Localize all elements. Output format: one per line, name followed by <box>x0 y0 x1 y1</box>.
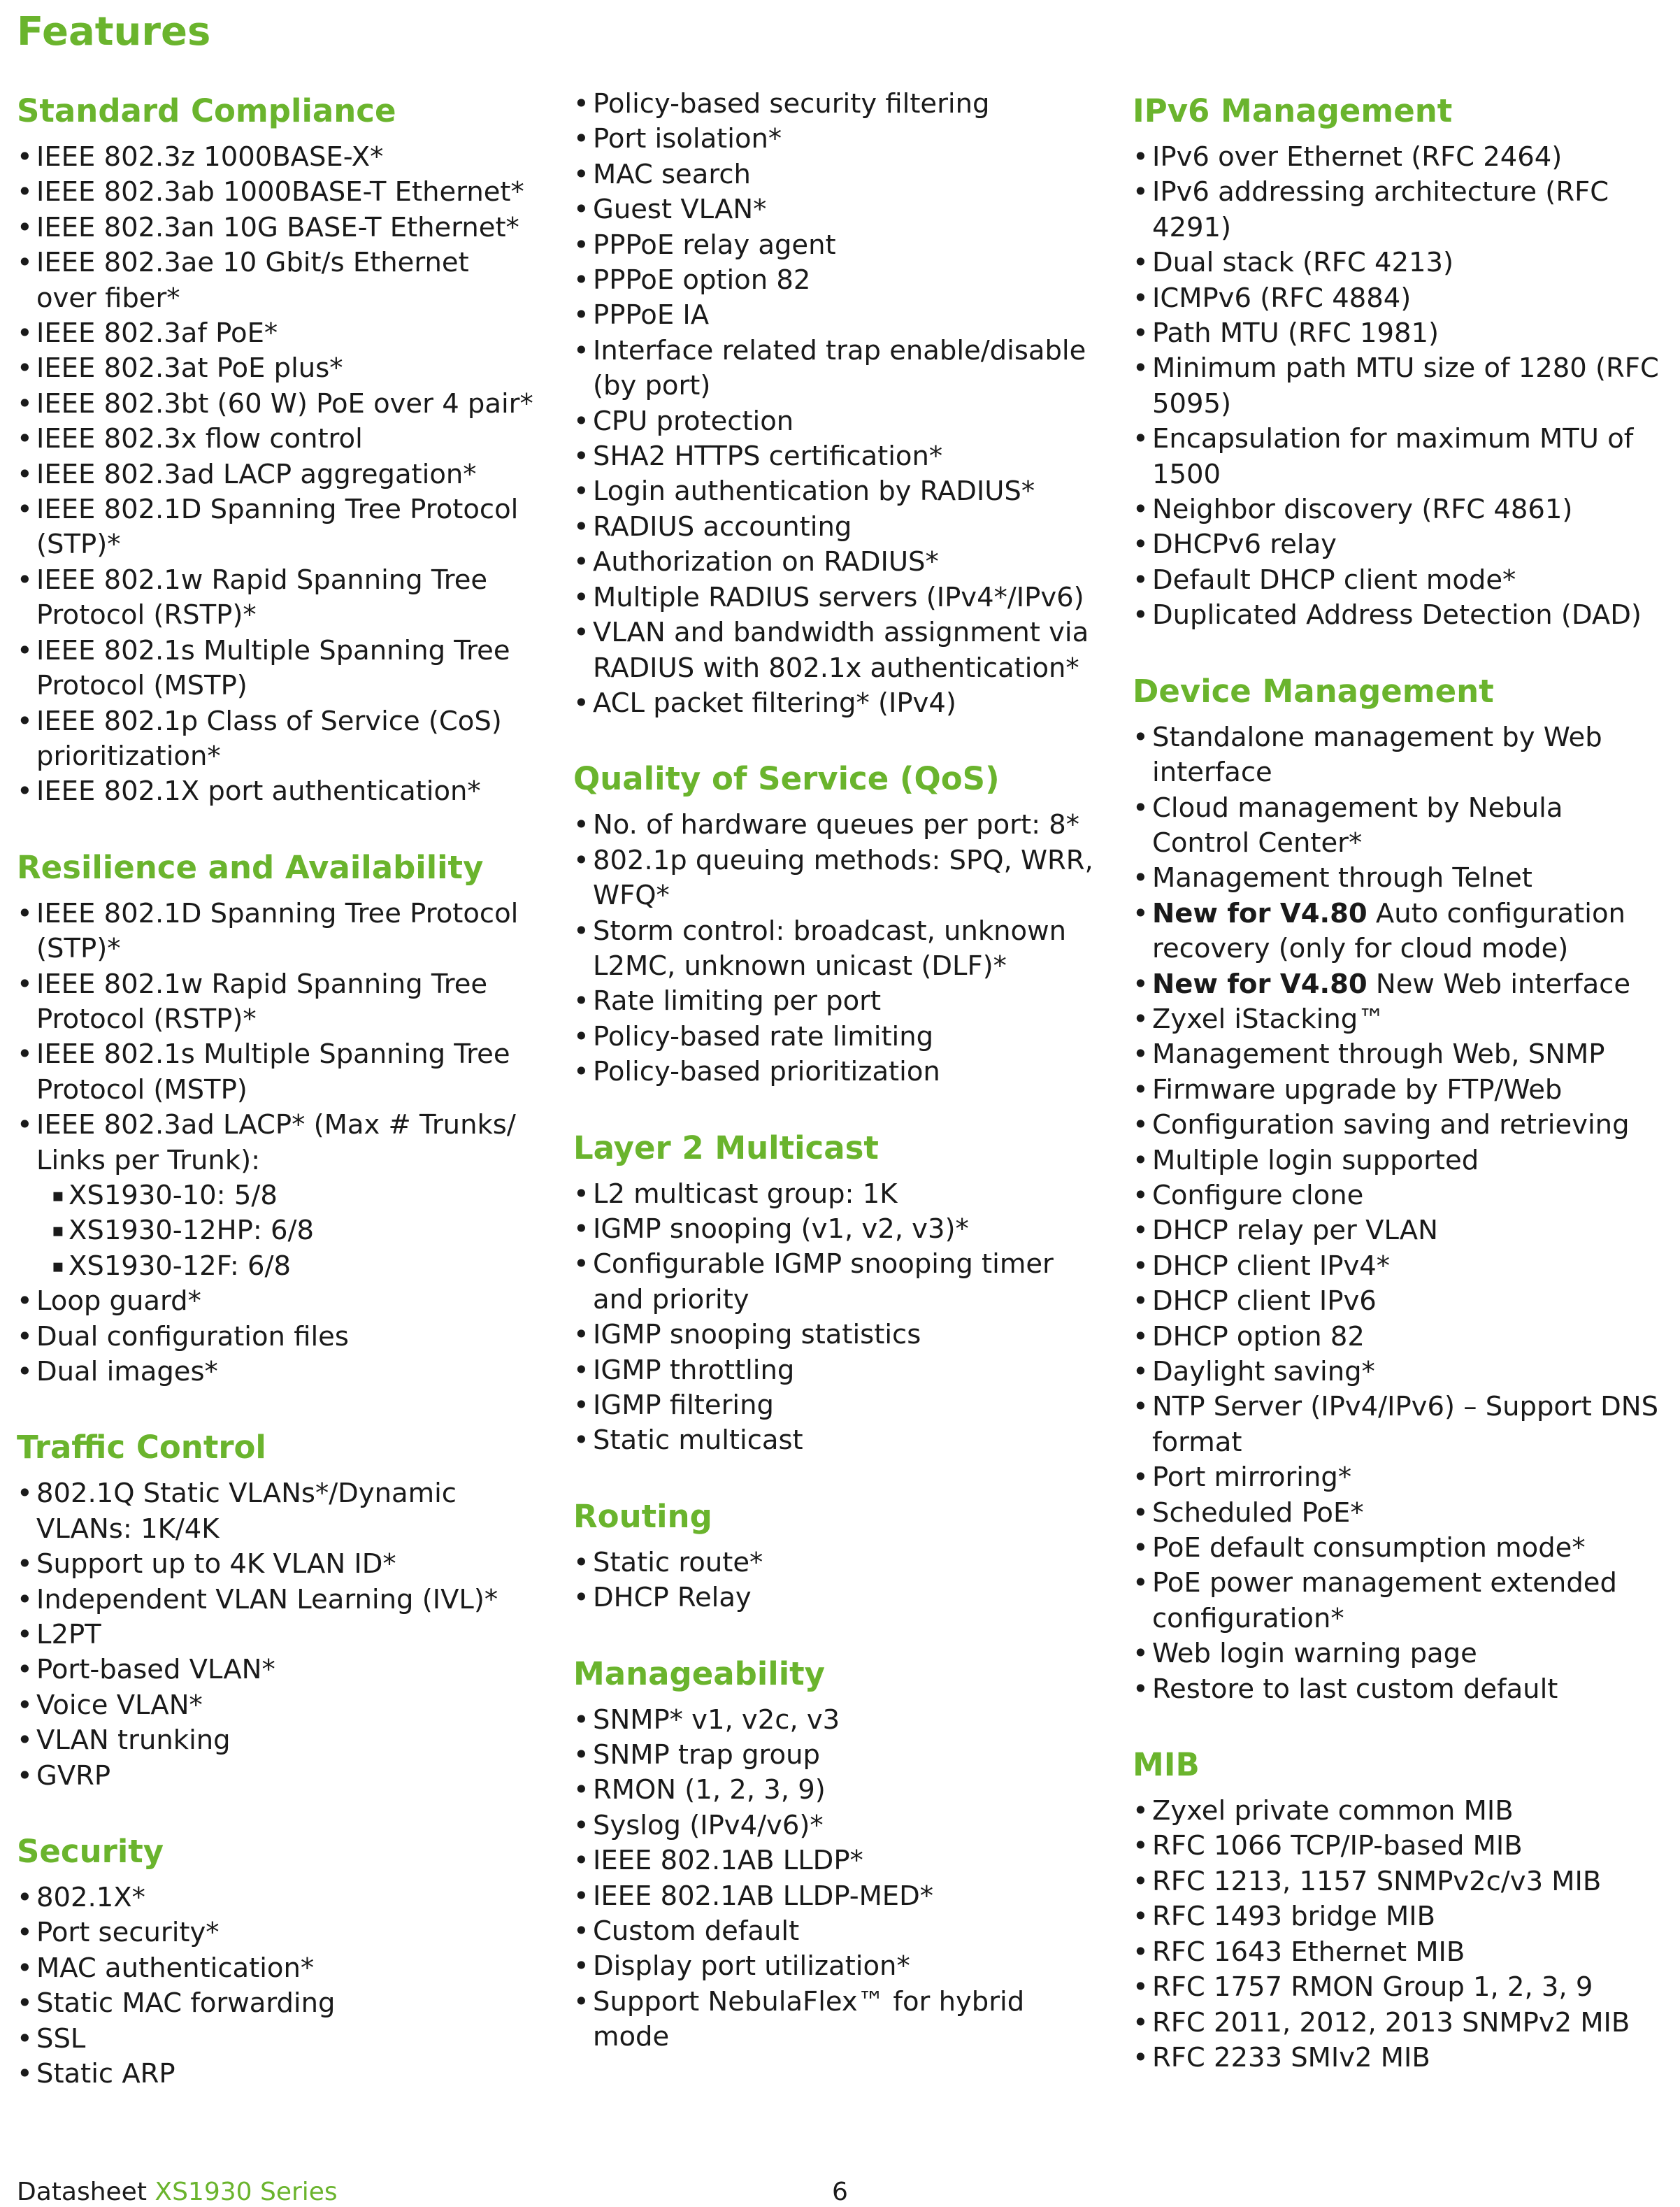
list-item-text: IEEE 802.3ad LACP aggregation* <box>36 458 477 490</box>
list-item-text: Web login warning page <box>1152 1638 1477 1670</box>
list-item <box>1133 2006 1664 2041</box>
list-item-text: Path MTU (RFC 1981) <box>1152 317 1440 350</box>
section-heading: Security <box>17 1833 164 1871</box>
list-item-text: IEEE 802.1p Class of Service (CoS) prioritization* <box>36 705 502 772</box>
list-item-text: Policy-based rate limiting <box>593 1020 934 1052</box>
list-item <box>1133 720 1664 791</box>
list-item <box>573 1247 1105 1317</box>
list-item <box>573 1985 1105 2055</box>
list-item <box>17 1108 534 1284</box>
feature-list <box>1133 1794 1664 2076</box>
list-item <box>17 1723 534 1758</box>
column-1 <box>17 87 534 2126</box>
list-item-text: CPU protection <box>593 405 794 437</box>
list-item <box>17 1476 534 1547</box>
list-item <box>1133 1899 1664 1934</box>
list-item-text: IEEE 802.3ae 10 Gbit/s Ethernet over fiber* <box>36 247 469 314</box>
list-item-text: VLAN and bandwidth assignment via RADIUS with 802.1x authentication* <box>593 617 1089 684</box>
sub-list-item: ▪ XS1930-10: 5/8 <box>36 1178 534 1213</box>
feature-list <box>573 1703 1105 2055</box>
list-item-text: Guest VLAN* <box>593 194 767 226</box>
list-item-text: Support up to 4K VLAN ID* <box>36 1548 396 1580</box>
list-item <box>1133 351 1664 422</box>
list-item-text: IEEE 802.1D Spanning Tree Protocol (STP)* <box>36 494 519 561</box>
list-item-text: Static multicast <box>593 1424 803 1457</box>
list-item <box>573 580 1105 615</box>
list-item <box>1133 245 1664 280</box>
section-heading: Manageability <box>573 1655 825 1692</box>
section-heading: Device Management <box>1133 672 1494 710</box>
list-item <box>573 1423 1105 1458</box>
list-item <box>1133 897 1664 967</box>
list-item <box>573 545 1105 580</box>
section-resilience-and-availability <box>17 843 534 1390</box>
list-item <box>1133 175 1664 245</box>
list-item-text: Independent VLAN Learning (IVL)* <box>36 1583 498 1615</box>
list-item-text: Configuration saving and retrieving <box>1152 1109 1630 1141</box>
section-heading: Standard Compliance <box>17 92 396 129</box>
list-item-text: Policy-based security filtering <box>593 88 990 120</box>
list-item <box>1133 1970 1664 2005</box>
list-item <box>17 1951 534 1986</box>
list-item <box>1133 1073 1664 1108</box>
list-item-text: 802.1p queuing methods: SPQ, WRR, WFQ* <box>593 844 1093 912</box>
list-item-text: ACL packet filtering* (IPv4) <box>593 687 956 719</box>
list-item <box>573 87 1105 122</box>
section-routing <box>573 1492 1105 1616</box>
list-item <box>573 1738 1105 1773</box>
feature-list <box>1133 140 1664 634</box>
list-item-text: IGMP snooping (v1, v2, v3)* <box>593 1213 969 1245</box>
list-item <box>17 492 534 563</box>
list-item-text: IEEE 802.1s Multiple Spanning Tree Protocol (MSTP) <box>36 1038 510 1106</box>
list-item <box>573 1020 1105 1055</box>
list-item-text: Authorization on RADIUS* <box>593 546 939 578</box>
list-item-text: DHCP client IPv6 <box>1152 1285 1377 1317</box>
list-item-text: IPv6 over Ethernet (RFC 2464) <box>1152 141 1563 173</box>
list-item-text: GVRP <box>36 1759 111 1792</box>
section-heading: Routing <box>573 1497 712 1535</box>
list-item <box>573 1843 1105 1878</box>
list-item-text: Standalone management by Web interface <box>1152 721 1602 789</box>
list-item <box>17 1986 534 2021</box>
list-item-text: IEEE 802.1w Rapid Spanning Tree Protocol (RSTP)* <box>36 968 488 1035</box>
list-item-text: NTP Server (IPv4/IPv6) – Support DNS format <box>1152 1391 1659 1458</box>
list-item <box>573 843 1105 914</box>
section-heading: Resilience and Availability <box>17 848 484 886</box>
list-item <box>1133 598 1664 633</box>
list-item-text: Rate limiting per port <box>593 985 882 1017</box>
list-item-text: RFC 1643 Ethernet MIB <box>1152 1936 1465 1968</box>
list-item <box>1133 1794 1664 1829</box>
list-item <box>17 351 534 386</box>
list-item <box>17 563 534 634</box>
list-item <box>573 984 1105 1019</box>
list-item <box>17 1284 534 1319</box>
list-item <box>1133 1672 1664 1707</box>
list-item-text: IEEE 802.3bt (60 W) PoE over 4 pair* <box>36 387 533 420</box>
list-item-text: DHCP client IPv4* <box>1152 1250 1391 1282</box>
list-item <box>573 404 1105 439</box>
list-item <box>573 1773 1105 1808</box>
list-item <box>1133 563 1664 598</box>
list-item <box>17 175 534 210</box>
list-item-text: L2 multicast group: 1K <box>593 1178 898 1210</box>
list-item <box>573 1353 1105 1388</box>
list-item <box>573 122 1105 157</box>
section-ipv6-management <box>1133 87 1664 634</box>
list-item <box>17 1915 534 1950</box>
list-item <box>1133 492 1664 527</box>
list-item <box>573 228 1105 263</box>
list-item-text: Syslog (IPv4/v6)* <box>593 1809 824 1841</box>
feature-list <box>573 808 1105 1090</box>
list-item-text: Zyxel iStacking™ <box>1152 1003 1385 1035</box>
list-item <box>573 157 1105 192</box>
list-item <box>573 615 1105 686</box>
section-layer-2-multicast <box>573 1124 1105 1459</box>
list-item-text: Configure clone <box>1152 1179 1364 1211</box>
list-item-text: SNMP* v1, v2c, v3 <box>593 1704 840 1736</box>
list-item-text: IEEE 802.3af PoE* <box>36 317 278 350</box>
list-item <box>1133 1935 1664 1970</box>
list-item-text: Loop guard* <box>36 1285 201 1317</box>
list-item <box>17 897 534 967</box>
list-item <box>17 1688 534 1723</box>
list-item-text: DHCP option 82 <box>1152 1320 1365 1352</box>
list-item-text: Daylight saving* <box>1152 1356 1375 1387</box>
list-item-text: IPv6 addressing architecture (RFC 4291) <box>1152 176 1609 243</box>
list-item-text: RFC 1493 bridge MIB <box>1152 1901 1435 1933</box>
column-3 <box>1133 87 1664 2109</box>
list-item-text: Port security* <box>36 1917 220 1949</box>
list-item <box>1133 1249 1664 1284</box>
list-item-text: Auto configuration recovery (only for cloud mode) <box>1152 897 1625 965</box>
list-item <box>573 334 1105 404</box>
list-item-text: Multiple login supported <box>1152 1144 1479 1176</box>
list-item-text: Voice VLAN* <box>36 1689 203 1721</box>
list-item <box>573 192 1105 227</box>
list-item-text: Default DHCP client mode* <box>1152 564 1516 596</box>
section-heading: Layer 2 Multicast <box>573 1129 879 1166</box>
list-item <box>17 1547 534 1582</box>
list-item <box>573 1055 1105 1090</box>
list-item-text: PoE power management extended configuration* <box>1152 1567 1617 1634</box>
list-item-text: Multiple RADIUS servers (IPv4*/IPv6) <box>593 581 1084 613</box>
list-item <box>573 1388 1105 1423</box>
list-item <box>1133 1636 1664 1671</box>
list-item <box>17 774 534 809</box>
section-mib <box>1133 1741 1664 2076</box>
list-item-text: IGMP snooping statistics <box>593 1319 921 1351</box>
list-item-text: Encapsulation for maximum MTU of 1500 <box>1152 423 1634 490</box>
list-item <box>17 210 534 245</box>
section-heading: IPv6 Management <box>1133 92 1453 129</box>
list-item <box>1133 1460 1664 1495</box>
list-item <box>1133 1213 1664 1248</box>
feature-list <box>573 1545 1105 1616</box>
page-number: 6 <box>832 2178 848 2206</box>
list-item-text: RFC 2233 SMIv2 MIB <box>1152 2041 1430 2073</box>
list-item <box>17 1880 534 1915</box>
list-item-text: IEEE 802.1D Spanning Tree Protocol (STP)* <box>36 897 519 965</box>
list-item-text: IEEE 802.1AB LLDP* <box>593 1845 863 1877</box>
list-item <box>17 1759 534 1794</box>
list-item-text: Custom default <box>593 1915 800 1948</box>
new-version-tag: New for V4.80 <box>1152 897 1367 929</box>
list-item <box>1133 1037 1664 1072</box>
list-item <box>1133 1566 1664 1636</box>
list-item-text: Support NebulaFlex™ for hybrid mode <box>593 1985 1025 2053</box>
list-item <box>573 1317 1105 1352</box>
list-item <box>17 967 534 1038</box>
list-item-text: IEEE 802.3ab 1000BASE-T Ethernet* <box>36 176 524 208</box>
list-item-text: Port-based VLAN* <box>36 1654 275 1686</box>
list-item <box>1133 967 1664 1002</box>
list-item <box>17 1583 534 1617</box>
section-manageability <box>573 1650 1105 2055</box>
list-item-text: L2PT <box>36 1619 101 1651</box>
list-item <box>17 1037 534 1108</box>
list-item-text: Static MAC forwarding <box>36 1987 336 2020</box>
section-traffic-control <box>17 1423 534 1794</box>
list-item-text: Static route* <box>593 1546 763 1578</box>
list-item-text: RFC 1213, 1157 SNMPv2c/v3 MIB <box>1152 1865 1602 1897</box>
list-item <box>17 245 534 316</box>
list-item <box>573 1580 1105 1615</box>
list-item <box>17 704 534 775</box>
section-security <box>17 1827 534 2092</box>
list-item-text: IEEE 802.1w Rapid Spanning Tree Protocol (RSTP)* <box>36 564 488 631</box>
feature-list <box>573 87 1105 721</box>
list-item <box>1133 1355 1664 1390</box>
list-item-text: RFC 2011, 2012, 2013 SNMPv2 MIB <box>1152 2006 1630 2038</box>
list-item-text: Port mirroring* <box>1152 1462 1352 1494</box>
list-item <box>1133 1002 1664 1037</box>
list-item <box>1133 2041 1664 2076</box>
list-item <box>17 634 534 704</box>
list-item-text: Firmware upgrade by FTP/Web <box>1152 1073 1563 1106</box>
feature-list <box>17 897 534 1390</box>
list-item <box>573 439 1105 474</box>
list-item-text: Static ARP <box>36 2058 175 2090</box>
feature-list <box>17 1476 534 1794</box>
list-item-text: Management through Telnet <box>1152 862 1532 894</box>
feature-list <box>1133 720 1664 1707</box>
list-item-text: IEEE 802.1X port authentication* <box>36 776 481 808</box>
list-item <box>1133 281 1664 316</box>
list-item-text: ICMPv6 (RFC 4884) <box>1152 282 1412 314</box>
feature-list <box>17 1880 534 2092</box>
section-device-management <box>1133 667 1664 1707</box>
new-version-tag: New for V4.80 <box>1152 968 1367 1000</box>
column-2 <box>573 87 1105 2089</box>
list-item-text: Neighbor discovery (RFC 4861) <box>1152 494 1573 526</box>
footer-label: Datasheet <box>17 2178 147 2206</box>
feature-list <box>17 140 534 810</box>
list-item-text: Duplicated Address Detection (DAD) <box>1152 599 1642 631</box>
list-item-text: Interface related trap enable/disable (by port) <box>593 334 1086 402</box>
list-item-text: Scheduled PoE* <box>1152 1497 1364 1529</box>
list-item <box>17 140 534 175</box>
list-item <box>1133 1178 1664 1213</box>
list-item <box>1133 422 1664 492</box>
list-item-text: IEEE 802.3ad LACP* (Max # Trunks/ Links per Trunk): <box>36 1109 516 1176</box>
list-item-text: PPPoE relay agent <box>593 229 836 261</box>
list-item-text: 802.1X* <box>36 1882 145 1914</box>
list-item-text: SNMP trap group <box>593 1739 820 1771</box>
list-item-text: Dual configuration files <box>36 1320 349 1352</box>
list-item <box>573 808 1105 843</box>
list-item-text: IGMP throttling <box>593 1354 795 1386</box>
list-item <box>573 1808 1105 1843</box>
list-item-text: IEEE 802.3at PoE plus* <box>36 352 343 385</box>
list-item <box>17 1320 534 1355</box>
section-standard-compliance <box>17 87 534 810</box>
list-item <box>1133 1829 1664 1864</box>
sub-list <box>36 1178 534 1284</box>
list-item-text: No. of hardware queues per port: 8* <box>593 809 1080 841</box>
list-item <box>1133 1320 1664 1355</box>
list-item-text: RFC 1066 TCP/IP-based MIB <box>1152 1830 1523 1862</box>
list-item <box>1133 1284 1664 1319</box>
list-item <box>1133 1864 1664 1899</box>
list-item-text: RFC 1757 RMON Group 1, 2, 3, 9 <box>1152 1971 1593 2004</box>
list-item-text: Dual stack (RFC 4213) <box>1152 247 1454 279</box>
list-item <box>1133 861 1664 896</box>
list-item-text: Configurable IGMP snooping timer and priority <box>593 1248 1054 1315</box>
list-item-text: MAC search <box>593 158 751 190</box>
list-item-text: Policy-based prioritization <box>593 1056 940 1088</box>
list-item <box>17 1652 534 1687</box>
list-item <box>1133 1496 1664 1531</box>
list-item-text: Minimum path MTU size of 1280 (RFC 5095) <box>1152 352 1659 420</box>
list-item-text: New Web interface <box>1367 968 1631 1000</box>
section-heading: Quality of Service (QoS) <box>573 760 1000 798</box>
list-item <box>17 1617 534 1652</box>
list-item <box>17 2057 534 2092</box>
list-item-text: RADIUS accounting <box>593 510 852 543</box>
list-item-text: VLAN trunking <box>36 1724 231 1757</box>
list-item-text: Display port utilization* <box>593 1950 910 1983</box>
list-item-text: IEEE 802.3an 10G BASE-T Ethernet* <box>36 211 519 243</box>
list-item-text: IGMP filtering <box>593 1390 774 1421</box>
list-item-text: SSL <box>36 2022 86 2055</box>
list-item <box>573 510 1105 545</box>
list-item-text: IEEE 802.3x flow control <box>36 423 363 455</box>
list-item <box>573 298 1105 333</box>
section-heading: Traffic Control <box>17 1429 266 1466</box>
list-item-text: MAC authentication* <box>36 1952 315 1984</box>
section-quality-of-service-qos <box>573 755 1105 1090</box>
list-item <box>573 1914 1105 1949</box>
section-security-continued <box>573 87 1105 721</box>
feature-list <box>573 1177 1105 1459</box>
list-item-text: Storm control: broadcast, unknown L2MC, unknown unicast (DLF)* <box>593 915 1066 982</box>
list-item <box>17 316 534 351</box>
footer <box>17 2178 338 2207</box>
list-item <box>17 457 534 492</box>
list-item-text: Port isolation* <box>593 123 782 155</box>
list-item <box>17 422 534 457</box>
list-item-text: PPPoE IA <box>593 299 710 331</box>
list-item-text: SHA2 HTTPS certification* <box>593 441 943 473</box>
list-item-text: RMON (1, 2, 3, 9) <box>593 1774 826 1806</box>
list-item <box>573 474 1105 509</box>
list-item <box>573 686 1105 721</box>
list-item-text: DHCP Relay <box>593 1582 752 1614</box>
list-item-text: Dual images* <box>36 1356 218 1387</box>
list-item <box>573 1703 1105 1738</box>
list-item-text: IEEE 802.3z 1000BASE-X* <box>36 141 384 173</box>
list-item-text: Zyxel private common MIB <box>1152 1795 1514 1827</box>
list-item-text: Management through Web, SNMP <box>1152 1038 1605 1071</box>
list-item <box>1133 1531 1664 1566</box>
list-item <box>573 1879 1105 1914</box>
list-item <box>1133 1143 1664 1178</box>
list-item <box>1133 316 1664 351</box>
sub-list-item: ▪ XS1930-12HP: 6/8 <box>36 1213 534 1248</box>
section-heading: MIB <box>1133 1746 1200 1784</box>
list-item-text: IEEE 802.1s Multiple Spanning Tree Protocol (MSTP) <box>36 634 510 702</box>
list-item-text: PPPoE option 82 <box>593 264 811 297</box>
list-item <box>573 1949 1105 1984</box>
list-item-text: DHCPv6 relay <box>1152 529 1337 561</box>
list-item <box>1133 140 1664 175</box>
list-item <box>573 1212 1105 1247</box>
list-item-text: Login authentication by RADIUS* <box>593 476 1035 508</box>
list-item <box>1133 791 1664 862</box>
list-item <box>573 1545 1105 1580</box>
list-item-text: 802.1Q Static VLANs*/Dynamic VLANs: 1K/4K <box>36 1478 457 1545</box>
list-item <box>17 1355 534 1390</box>
list-item-text: Restore to last custom default <box>1152 1673 1558 1705</box>
list-item <box>1133 527 1664 562</box>
footer-series: XS1930 Series <box>155 2178 338 2206</box>
list-item <box>1133 1390 1664 1460</box>
list-item <box>573 1177 1105 1212</box>
list-item-text: IEEE 802.1AB LLDP-MED* <box>593 1880 934 1912</box>
sub-list-item: ▪ XS1930-12F: 6/8 <box>36 1249 534 1284</box>
list-item <box>573 263 1105 298</box>
list-item-text: DHCP relay per VLAN <box>1152 1215 1438 1247</box>
list-item-text: PoE default consumption mode* <box>1152 1532 1586 1564</box>
list-item <box>17 2022 534 2057</box>
list-item <box>573 914 1105 985</box>
list-item <box>17 387 534 422</box>
list-item-text: Cloud management by Nebula Control Center* <box>1152 792 1563 859</box>
list-item <box>1133 1108 1664 1143</box>
page-title: Features <box>17 9 211 55</box>
